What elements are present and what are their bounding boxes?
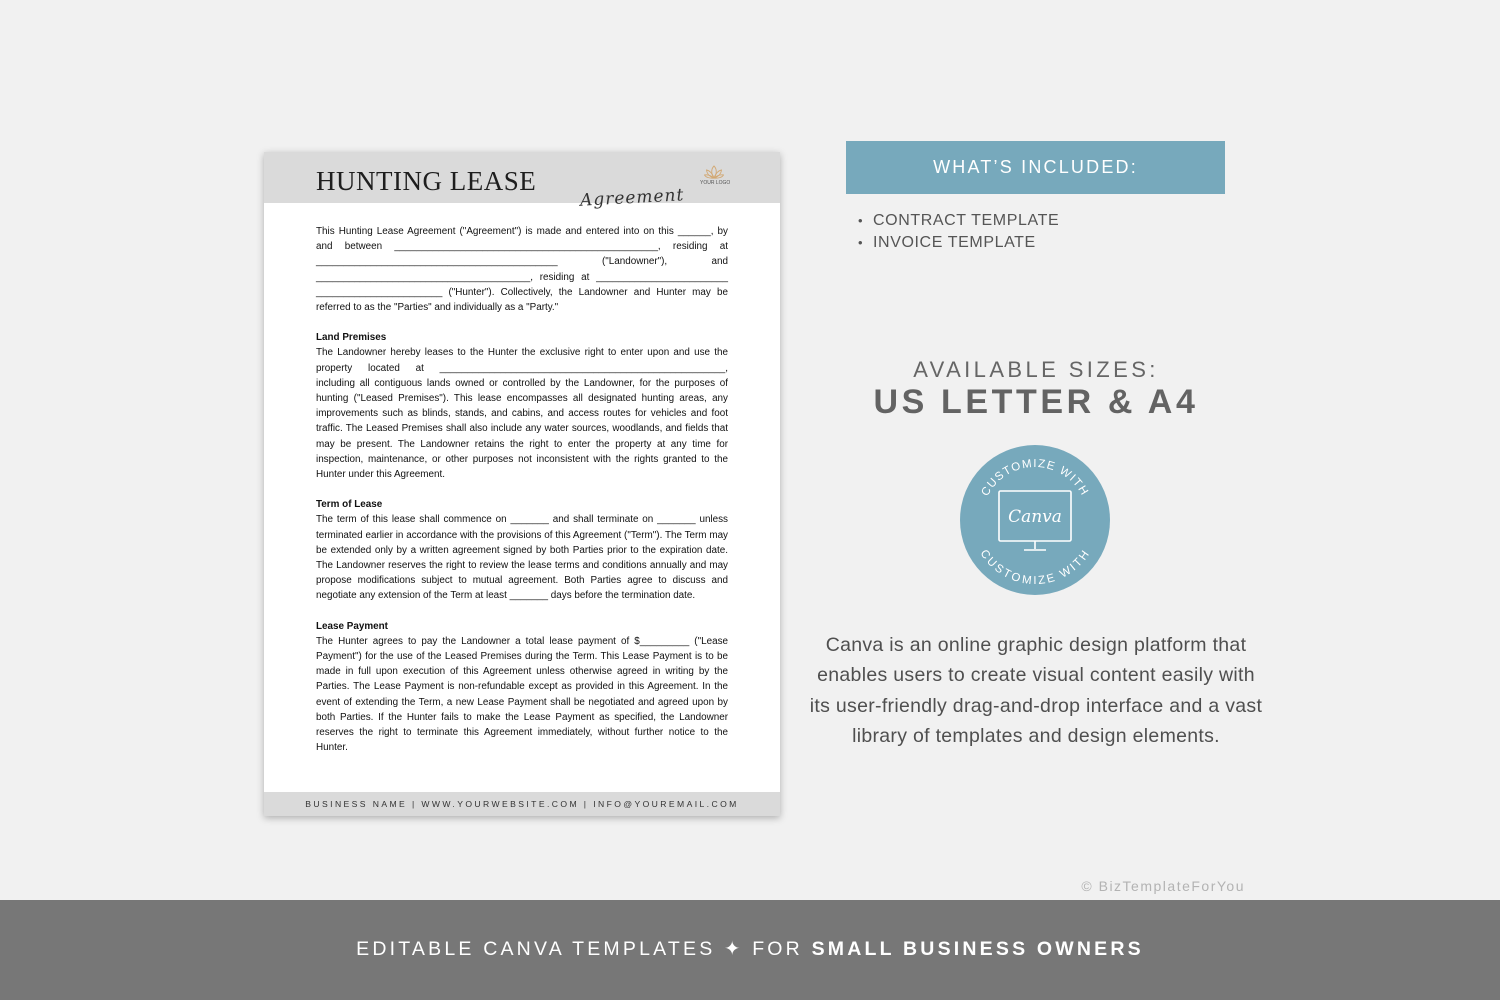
logo-text: YOUR LOGO (700, 180, 731, 186)
document-subtitle: Agreement (579, 185, 685, 211)
badge-ring-text-top: CUSTOMIZE WITH (979, 457, 1091, 499)
document-title: HUNTING LEASE (316, 166, 537, 196)
section-text-term-of-lease: The term of this lease shall commence on _______ and shall terminate on _______ unless terminated earlier in accordance with the provisions of this Agreement ("Term"). The Term may be extended only by a written agreement signed by both Parties prior to the expiration date. The Landowner reserves the right to review the lease terms and conditions annually and may propose modifications subject to mutual agreement. Both Parties agree to discuss and negotiate any extension of the Term at least _______ days before the termination date. (316, 514, 728, 602)
document-header (264, 152, 780, 211)
bullet-icon: • (858, 235, 864, 250)
section-text-land-premises: The Landowner hereby leases to the Hunter the exclusive right to enter upon and use the property located at ____________________________________________________, including all contiguous lands owned or controlled by the Landowner, for the purposes of hunting ("Leased Premises"). This lease encompasses all designated hunting areas, any improvements such as blinds, stands, and cabins, and access routes for vehicles and foot traffic. The Leased Premises shall also include any water sources, woodlands, and fields that may be present. The Landowner retains the right to enter the property at any time for inspection, maintenance, or other purposes not inconsistent with the rights granted to the Hunter under this Agreement. (316, 347, 728, 481)
whats-included-banner: WHAT’S INCLUDED: (846, 141, 1225, 194)
included-item-label: CONTRACT TEMPLATE (873, 212, 1060, 229)
section-heading-term-of-lease: Term of Lease (316, 499, 383, 511)
document-footer: BUSINESS NAME | WWW.YOURWEBSITE.COM | INFO@YOUREMAIL.COM (264, 792, 780, 816)
document-logo (700, 165, 731, 186)
lotus-logo-icon (704, 165, 724, 179)
badge-brand: Canva (1008, 507, 1062, 527)
customize-with-canva-badge (960, 445, 1110, 595)
tagline-lead: EDITABLE CANVA TEMPLATES ✦ FOR (356, 938, 812, 960)
intro-paragraph: This Hunting Lease Agreement ("Agreement") is made and entered into on this ______, by and between ________________________________________________, residing at ____________________________________________ ("Landowner"), and _______________________________________, residing at ________________________ _______________________ ("Hunter"). Collectively, the Landowner and Hunter may be referred to as the "Parties" and individually as a "Party." (316, 226, 728, 314)
included-list (858, 210, 1060, 254)
included-item (858, 232, 1059, 254)
badge-ring-text-bottom: CUSTOMIZE WITH (977, 547, 1093, 588)
bottom-tagline (0, 937, 1500, 961)
available-sizes-label: AVAILABLE SIZES: (913, 357, 1159, 382)
included-item-label: INVOICE TEMPLATE (873, 234, 1036, 251)
section-heading-lease-payment: Lease Payment (316, 620, 388, 632)
document-body (316, 224, 728, 756)
available-sizes-value: US LETTER & A4 (873, 383, 1199, 421)
bottom-band (0, 900, 1500, 1000)
tagline-emphasis: SMALL BUSINESS OWNERS (811, 938, 1144, 960)
section-heading-land-premises: Land Premises (316, 332, 387, 344)
copyright-notice: © BizTemplateForYou (1081, 878, 1245, 894)
canva-description: Canva is an online graphic design platform that enables users to create visual content easily with its user-friendly drag-and-drop interface and a vast library of templates and design elements. (809, 634, 1263, 747)
document-preview (264, 152, 780, 816)
bullet-icon: • (858, 213, 864, 228)
section-text-lease-payment: The Hunter agrees to pay the Landowner a total lease payment of $_________ ("Lease Payment") for the use of the Leased Premises during the Term. This Lease Payment is to be made in full upon execution of this Agreement unless otherwise agreed in writing by the Parties. The Lease Payment is non-refundable except as provided in this Agreement. In the event of extending the Term, a new Lease Payment shall be negotiated and agreed upon by both Parties. If the Hunter fails to make the Lease Payment as specified, the Landowner reserves the right to terminate this Agreement immediately, without further notice to the Hunter. (316, 635, 728, 754)
included-item (858, 210, 1060, 232)
